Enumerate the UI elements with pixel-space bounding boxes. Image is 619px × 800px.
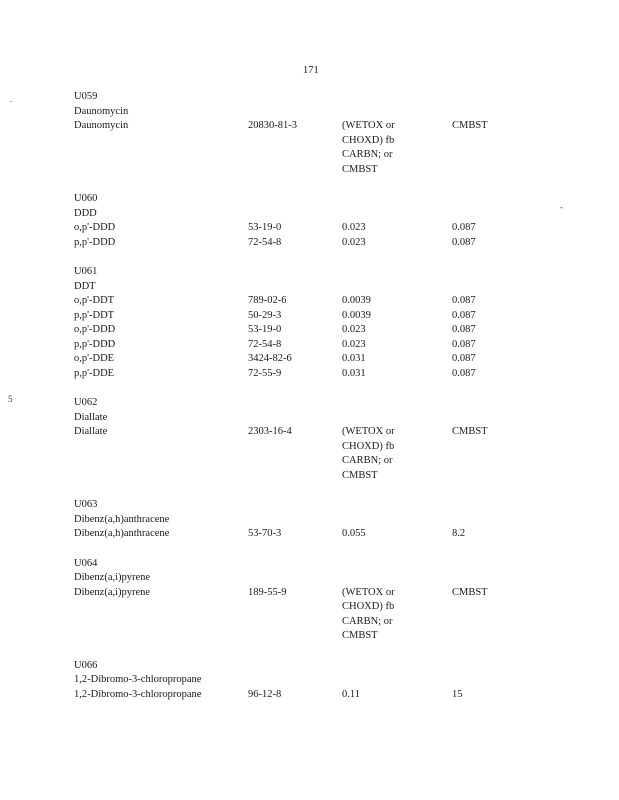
cas-number: 53-19-0 bbox=[248, 222, 282, 233]
waste-code: U061 bbox=[74, 266, 98, 277]
wastewater-standard-line: 0.11 bbox=[342, 688, 360, 700]
wastewater-standard-line: 0.031 bbox=[342, 353, 366, 364]
nonwastewater-standard: 8.2 bbox=[452, 528, 466, 539]
waste-code: U063 bbox=[74, 499, 98, 510]
margin-mark: 5 bbox=[8, 394, 13, 404]
nonwastewater-standard: 0.087 bbox=[452, 295, 476, 306]
wastewater-standard-line: 0.023 bbox=[342, 222, 366, 233]
waste-code: U062 bbox=[74, 397, 98, 408]
wastewater-standard-line: CMBST bbox=[342, 469, 378, 481]
constituent-row bbox=[74, 119, 594, 177]
wastewater-standard-line: CARBN; or bbox=[342, 455, 393, 466]
cas-number: 53-70-3 bbox=[248, 528, 282, 539]
waste-code-title: DDT bbox=[74, 280, 96, 292]
constituent-name: o,p'-DDD bbox=[74, 324, 116, 335]
wastewater-standard-line: (WETOX or bbox=[342, 426, 395, 437]
cas-number: 72-54-8 bbox=[248, 338, 282, 350]
wastewater-standard-line: CMBST bbox=[342, 630, 378, 641]
constituent-row bbox=[74, 309, 594, 324]
wastewater-standard-line: 0.023 bbox=[342, 324, 366, 335]
wastewater-standard-line: 0.0039 bbox=[342, 309, 371, 321]
wastewater-standard-line: 0.023 bbox=[342, 338, 366, 350]
wastewater-standard bbox=[342, 527, 366, 542]
constituent-row bbox=[74, 294, 594, 309]
waste-code-group bbox=[74, 498, 594, 542]
nonwastewater-standard: 0.087 bbox=[452, 324, 476, 335]
waste-code-list bbox=[74, 90, 594, 717]
waste-code: U066 bbox=[74, 659, 98, 671]
cas-number: 72-55-9 bbox=[248, 367, 282, 379]
waste-code-title: DDD bbox=[74, 207, 97, 219]
wastewater-standard-line: (WETOX or bbox=[342, 586, 395, 598]
wastewater-standard-line: CHOXD) fb bbox=[342, 440, 395, 452]
constituent-row bbox=[74, 236, 594, 251]
wastewater-standard-line: 0.055 bbox=[342, 528, 366, 539]
wastewater-standard bbox=[342, 688, 360, 703]
wastewater-standard bbox=[342, 309, 371, 324]
nonwastewater-standard: 0.087 bbox=[452, 222, 476, 233]
waste-code-group bbox=[74, 90, 594, 177]
constituent-row bbox=[74, 352, 594, 367]
waste-code-title: Dibenz(a,h)anthracene bbox=[74, 513, 170, 525]
nonwastewater-standard: 0.087 bbox=[452, 353, 476, 364]
wastewater-standard-line: (WETOX or bbox=[342, 120, 395, 131]
nonwastewater-standard: CMBST bbox=[452, 426, 488, 437]
constituent-name: p,p'-DDE bbox=[74, 367, 115, 379]
wastewater-standard-line: CMBST bbox=[342, 163, 378, 175]
waste-code-group bbox=[74, 557, 594, 644]
cas-number: 50-29-3 bbox=[248, 309, 282, 321]
waste-code-title: 1,2-Dibromo-3-chloropropane bbox=[74, 674, 202, 685]
constituent-row bbox=[74, 586, 594, 644]
constituent-name: o,p'-DDT bbox=[74, 295, 115, 306]
nonwastewater-standard: 0.087 bbox=[452, 309, 476, 321]
wastewater-standard-line: CHOXD) fb bbox=[342, 601, 395, 612]
constituent-name: Daunomycin bbox=[74, 120, 129, 131]
nonwastewater-standard: 0.087 bbox=[452, 367, 476, 379]
wastewater-standard-line: 0.023 bbox=[342, 236, 366, 248]
margin-mark: . bbox=[10, 94, 13, 104]
wastewater-standard-line: CHOXD) fb bbox=[342, 134, 395, 146]
wastewater-standard bbox=[342, 119, 395, 177]
waste-code: U060 bbox=[74, 193, 98, 204]
constituent-name: o,p'-DDE bbox=[74, 353, 115, 364]
cas-number: 3424-82-6 bbox=[248, 353, 292, 364]
waste-code-group bbox=[74, 659, 594, 703]
constituent-name: Dibenz(a,i)pyrene bbox=[74, 586, 151, 598]
page-number: 171 bbox=[303, 65, 319, 76]
constituent-name: 1,2-Dibromo-3-chloropropane bbox=[74, 688, 202, 700]
constituent-name: Dibenz(a,h)anthracene bbox=[74, 528, 170, 539]
constituent-name: p,p'-DDD bbox=[74, 338, 116, 350]
waste-code-group bbox=[74, 192, 594, 250]
constituent-name: o,p'-DDD bbox=[74, 222, 116, 233]
wastewater-standard bbox=[342, 323, 366, 338]
constituent-name: p,p'-DDT bbox=[74, 309, 115, 321]
cas-number: 96-12-8 bbox=[248, 688, 282, 700]
wastewater-standard bbox=[342, 425, 395, 483]
constituent-row bbox=[74, 323, 594, 338]
cas-number: 53-19-0 bbox=[248, 324, 282, 335]
wastewater-standard bbox=[342, 352, 366, 367]
constituent-row bbox=[74, 527, 594, 542]
wastewater-standard-line: CARBN; or bbox=[342, 149, 393, 160]
wastewater-standard bbox=[342, 221, 366, 236]
constituent-row bbox=[74, 367, 594, 382]
constituent-name: Diallate bbox=[74, 426, 108, 437]
constituent-row bbox=[74, 425, 594, 483]
wastewater-standard bbox=[342, 294, 371, 309]
constituent-row bbox=[74, 338, 594, 353]
wastewater-standard-line: 0.0039 bbox=[342, 295, 371, 306]
constituent-row bbox=[74, 221, 594, 236]
cas-number: 2303-16-4 bbox=[248, 426, 292, 437]
waste-code-group bbox=[74, 265, 594, 381]
cas-number: 789-02-6 bbox=[248, 295, 287, 306]
constituent-row bbox=[74, 688, 594, 703]
cas-number: 72-54-8 bbox=[248, 236, 282, 248]
nonwastewater-standard: 0.087 bbox=[452, 236, 476, 248]
nonwastewater-standard: CMBST bbox=[452, 120, 488, 131]
waste-code-title: Dibenz(a,i)pyrene bbox=[74, 572, 151, 583]
cas-number: 189-55-9 bbox=[248, 586, 287, 598]
constituent-name: p,p'-DDD bbox=[74, 236, 116, 248]
waste-code: U064 bbox=[74, 557, 98, 569]
wastewater-standard-line: 0.031 bbox=[342, 367, 366, 379]
waste-code-title: Daunomycin bbox=[74, 105, 129, 117]
nonwastewater-standard: 0.087 bbox=[452, 338, 476, 350]
margin-mark: - bbox=[560, 202, 563, 212]
wastewater-standard bbox=[342, 338, 366, 353]
nonwastewater-standard: 15 bbox=[452, 688, 463, 700]
waste-code: U059 bbox=[74, 91, 98, 102]
wastewater-standard bbox=[342, 586, 395, 644]
cas-number: 20830-81-3 bbox=[248, 120, 297, 131]
wastewater-standard-line: CARBN; or bbox=[342, 615, 393, 627]
wastewater-standard bbox=[342, 367, 366, 382]
waste-code-group bbox=[74, 396, 594, 483]
nonwastewater-standard: CMBST bbox=[452, 586, 488, 598]
wastewater-standard bbox=[342, 236, 366, 251]
waste-code-title: Diallate bbox=[74, 411, 108, 423]
